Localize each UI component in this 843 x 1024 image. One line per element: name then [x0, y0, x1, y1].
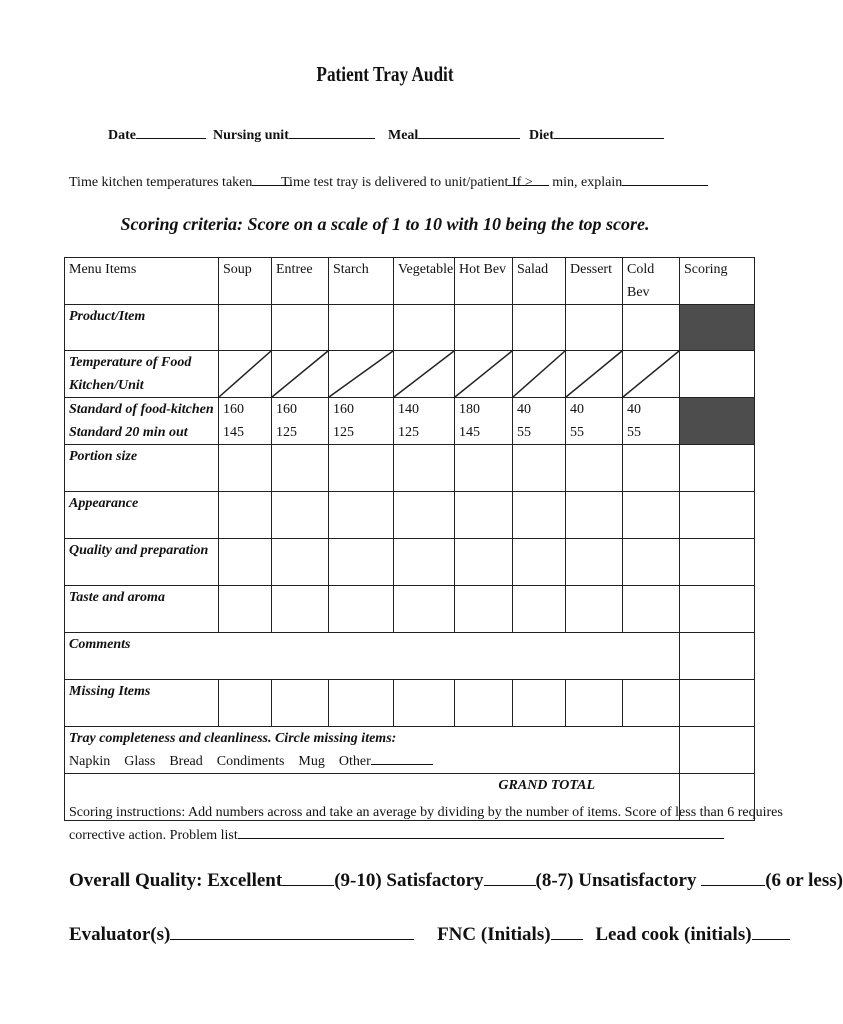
cell-input[interactable] [455, 539, 513, 586]
scoring-cell[interactable] [680, 539, 755, 586]
test-tray-label: Time test tray is delivered to unit/patient [281, 175, 509, 190]
standard-kitchen-value: 40 [627, 402, 641, 417]
row-label-product-item: Product/Item [65, 305, 219, 351]
row-taste [65, 586, 755, 633]
standard-kitchen-value: 160 [223, 402, 244, 417]
temp-split-cell[interactable] [394, 351, 455, 398]
date-field[interactable] [108, 126, 206, 144]
date-blank[interactable] [136, 126, 206, 139]
cell-input[interactable] [272, 539, 329, 586]
cell-input[interactable] [329, 680, 394, 727]
cell-input[interactable] [623, 445, 680, 492]
nursing-unit-label: Nursing unit [213, 128, 289, 143]
row-label-comments: Comments [69, 637, 131, 652]
scoring-cell[interactable] [680, 492, 755, 539]
lead-cook-label: Lead cook (initials) [595, 924, 752, 945]
diagonal-divider [394, 351, 454, 397]
unsatisfactory-label: Unsatisfactory [578, 870, 697, 891]
scoring-criteria: Scoring criteria: Score on a scale of 1 to 10 with 10 being the top score. [120, 214, 650, 234]
row-label-missing-items: Missing Items [65, 680, 219, 727]
standard-kitchen-value: 160 [333, 402, 354, 417]
temperature-label-line-1: Temperature of Food [69, 355, 192, 370]
test-tray-field[interactable] [281, 173, 542, 191]
cell-input[interactable] [329, 445, 394, 492]
standard-20min-value: 125 [276, 425, 297, 440]
temp-split-cell[interactable] [272, 351, 329, 398]
cell-input[interactable] [623, 492, 680, 539]
cell-input[interactable] [566, 539, 623, 586]
cell-input[interactable] [272, 305, 329, 351]
temp-split-cell[interactable] [566, 351, 623, 398]
kitchen-temps-field[interactable] [69, 173, 292, 191]
scoring-cell[interactable] [680, 351, 755, 398]
cell-input[interactable] [329, 539, 394, 586]
col-header-dessert: Dessert [566, 258, 623, 305]
lead-cook-blank[interactable] [752, 924, 790, 940]
standard-20min-value: 55 [570, 425, 584, 440]
temperature-label-line-2: Kitchen/Unit [69, 378, 144, 393]
cell-input[interactable] [394, 680, 455, 727]
min-explain-label: min, explain [552, 175, 623, 190]
cell-input[interactable] [329, 586, 394, 633]
instructions-line-1: Scoring instructions: Add numbers across and take an average by dividing by the number of items. Score of less than 6 requires [69, 805, 783, 820]
standard-cell-salad [513, 398, 566, 445]
audit-table [64, 257, 755, 821]
col-header-vegetable: Vegetable [394, 258, 455, 305]
standard-20min-value: 145 [459, 425, 480, 440]
row-missing-items [65, 680, 755, 727]
excellent-blank[interactable] [282, 870, 334, 886]
minutes-blank[interactable] [533, 173, 549, 186]
cell-input[interactable] [455, 586, 513, 633]
col-header-salad: Salad [513, 258, 566, 305]
scoring-cell[interactable] [680, 586, 755, 633]
satisfactory-range: (8-7) [535, 870, 574, 891]
meal-field[interactable] [388, 126, 520, 144]
cell-input[interactable] [455, 445, 513, 492]
excellent-range: (9-10) [334, 870, 382, 891]
cell-input[interactable] [219, 305, 272, 351]
row-standards [65, 398, 755, 445]
standard-kitchen-value: 180 [459, 402, 480, 417]
comments-cell[interactable] [65, 633, 680, 680]
overall-quality-line [69, 870, 843, 892]
standard-kitchen-value: 40 [517, 402, 531, 417]
standard-cell-cold-bev [623, 398, 680, 445]
temp-split-cell[interactable] [329, 351, 394, 398]
nursing-unit-field[interactable] [213, 126, 375, 144]
other-blank[interactable] [371, 752, 433, 765]
diagonal-divider [623, 351, 679, 397]
cell-input[interactable] [394, 445, 455, 492]
cell-input[interactable] [219, 492, 272, 539]
cell-input[interactable] [513, 445, 566, 492]
standard-20min-value: 145 [223, 425, 244, 440]
row-product-item [65, 305, 755, 351]
row-label-quality: Quality and preparation [65, 539, 219, 586]
unsatisfactory-blank[interactable] [701, 870, 765, 886]
cell-input[interactable] [513, 305, 566, 351]
standard-kitchen-value: 160 [276, 402, 297, 417]
cell-input[interactable] [272, 680, 329, 727]
tray-completeness-label: Tray completeness and cleanliness. Circle missing items: [69, 731, 397, 746]
explain-blank[interactable] [622, 173, 708, 186]
diet-label: Diet [529, 128, 554, 143]
diagonal-divider [513, 351, 565, 397]
standard-20min-value: 55 [517, 425, 531, 440]
cell-input[interactable] [219, 445, 272, 492]
row-label-temperature [65, 351, 219, 398]
cell-input[interactable] [394, 492, 455, 539]
overall-quality-label: Overall Quality: Excellent [69, 870, 283, 891]
diagonal-divider [455, 351, 512, 397]
standard-kitchen-value: 140 [398, 402, 419, 417]
satisfactory-blank[interactable] [484, 870, 536, 886]
cell-input[interactable] [394, 305, 455, 351]
evaluators-blank[interactable] [170, 924, 414, 940]
diet-blank[interactable] [554, 126, 664, 139]
standard-20min-value: 125 [333, 425, 354, 440]
standard-20min-value: 125 [398, 425, 419, 440]
cell-input[interactable] [566, 305, 623, 351]
cell-input[interactable] [566, 586, 623, 633]
standard-cell-entree [272, 398, 329, 445]
if-gt-label: If > [512, 175, 533, 190]
tray-completeness-cell[interactable] [65, 727, 680, 774]
problem-list-label: corrective action. Problem list [69, 828, 238, 843]
diagonal-divider [566, 351, 622, 397]
standard-20min-value: 55 [627, 425, 641, 440]
evaluators-label: Evaluator(s) [69, 924, 171, 945]
cell-input[interactable] [513, 539, 566, 586]
col-header-menu-items: Menu Items [65, 258, 219, 305]
kitchen-temps-label: Time kitchen temperatures taken [69, 175, 253, 190]
standard-cell-starch [329, 398, 394, 445]
temp-split-cell[interactable] [455, 351, 513, 398]
cell-input[interactable] [455, 492, 513, 539]
col-header-scoring: Scoring [680, 258, 755, 305]
standard-cell-hot-bev [455, 398, 513, 445]
scoring-cell[interactable] [680, 727, 755, 774]
scoring-shaded-cell [680, 305, 755, 351]
cell-input[interactable] [455, 305, 513, 351]
meal-label: Meal [388, 128, 419, 143]
row-label-portion-size: Portion size [65, 445, 219, 492]
row-appearance [65, 492, 755, 539]
col-header-cold-bev: Cold Bev [623, 258, 680, 305]
row-label-appearance: Appearance [65, 492, 219, 539]
fnc-label: FNC (Initials) [437, 924, 551, 945]
temp-split-cell[interactable] [513, 351, 566, 398]
cell-input[interactable] [566, 492, 623, 539]
cell-input[interactable] [272, 492, 329, 539]
diagonal-divider [272, 351, 328, 397]
standard-cell-vegetable [394, 398, 455, 445]
cell-input[interactable] [566, 445, 623, 492]
col-header-soup: Soup [219, 258, 272, 305]
cell-input[interactable] [623, 586, 680, 633]
scoring-cell[interactable] [680, 633, 755, 680]
explain-field[interactable] [512, 173, 708, 191]
standard-cell-soup [219, 398, 272, 445]
cell-input[interactable] [329, 492, 394, 539]
cell-input[interactable] [623, 305, 680, 351]
cell-input[interactable] [219, 586, 272, 633]
temp-split-cell[interactable] [623, 351, 680, 398]
standard-kitchen-label: Standard of food-kitchen [69, 402, 214, 417]
diagonal-divider [219, 351, 271, 397]
row-label-standards [65, 398, 219, 445]
row-label-taste: Taste and aroma [65, 586, 219, 633]
cell-input[interactable] [394, 539, 455, 586]
standard-20min-label: Standard 20 min out [69, 425, 188, 440]
meal-blank[interactable] [418, 126, 520, 139]
satisfactory-label: Satisfactory [386, 870, 484, 891]
col-header-entree: Entree [272, 258, 329, 305]
problem-list-blank[interactable] [238, 826, 724, 839]
cell-input[interactable] [623, 680, 680, 727]
instructions-line-2 [69, 824, 783, 847]
scoring-instructions [69, 801, 783, 847]
cell-input[interactable] [394, 586, 455, 633]
standard-cell-dessert [566, 398, 623, 445]
cell-input[interactable] [513, 492, 566, 539]
col-header-hot-bev: Hot Bev [455, 258, 513, 305]
page-title: Patient Tray Audit [316, 62, 454, 86]
cell-input[interactable] [329, 305, 394, 351]
row-portion-size [65, 445, 755, 492]
row-temperature [65, 351, 755, 398]
cell-input[interactable] [623, 539, 680, 586]
cell-input[interactable] [272, 586, 329, 633]
diagonal-divider [329, 351, 393, 397]
grand-total-label: GRAND TOTAL [498, 778, 595, 793]
scoring-shaded-cell [680, 398, 755, 445]
cell-input[interactable] [566, 680, 623, 727]
cell-input[interactable] [219, 539, 272, 586]
cell-input[interactable] [272, 445, 329, 492]
nursing-unit-blank[interactable] [289, 126, 375, 139]
row-comments [65, 633, 755, 680]
scoring-cell[interactable] [680, 445, 755, 492]
col-header-starch: Starch [329, 258, 394, 305]
fnc-blank[interactable] [551, 924, 583, 940]
row-tray-completeness [65, 727, 755, 774]
cell-input[interactable] [513, 680, 566, 727]
date-label: Date [108, 128, 136, 143]
temp-split-cell[interactable] [219, 351, 272, 398]
unsatisfactory-range: (6 or less) [765, 870, 843, 891]
tray-missing-items-list: Napkin Glass Bread Condiments Mug Other [69, 754, 371, 769]
signoff-line [69, 924, 790, 946]
standard-kitchen-value: 40 [570, 402, 584, 417]
scoring-cell[interactable] [680, 680, 755, 727]
diet-field[interactable] [529, 126, 664, 144]
header-row [65, 258, 755, 305]
cell-input[interactable] [219, 680, 272, 727]
row-quality [65, 539, 755, 586]
cell-input[interactable] [455, 680, 513, 727]
cell-input[interactable] [513, 586, 566, 633]
